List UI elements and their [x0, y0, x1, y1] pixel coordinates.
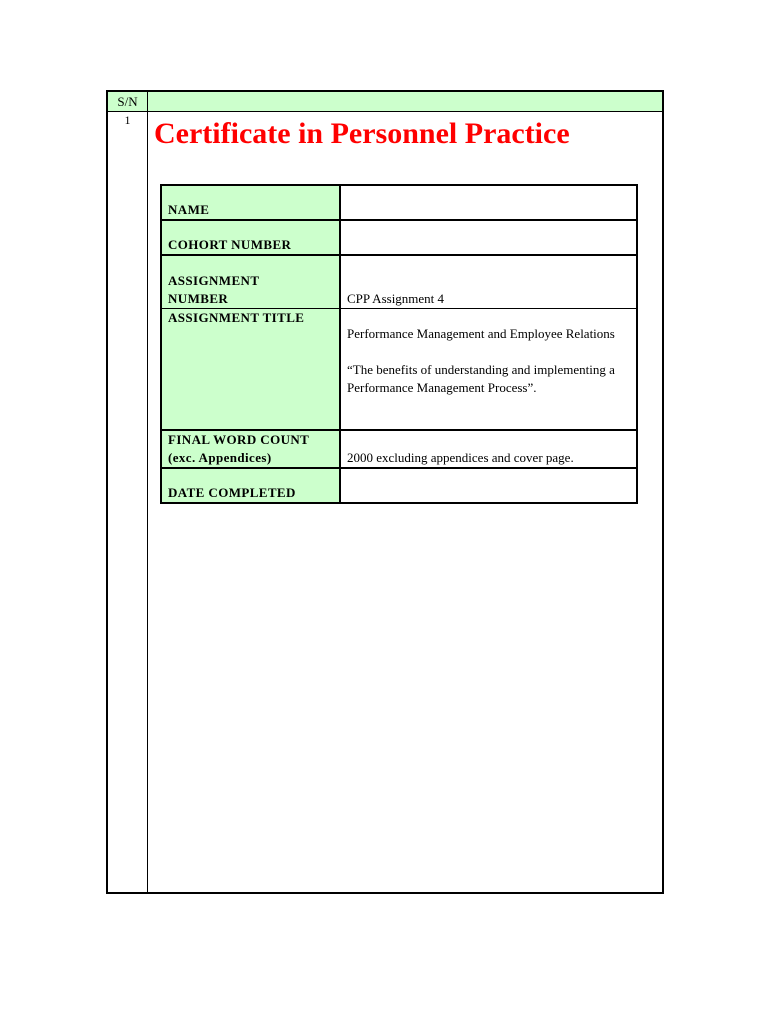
word-count-value[interactable]: 2000 excluding appendices and cover page.: [340, 430, 637, 468]
assignment-number-label-line-1: ASSIGNMENT: [168, 272, 260, 288]
sn-value: 1: [124, 113, 131, 127]
word-count-label-line-1: FINAL WORD COUNT: [168, 432, 310, 447]
table-row-name: [161, 185, 637, 220]
assignment-number-value[interactable]: CPP Assignment 4: [340, 255, 637, 308]
assignment-title-value[interactable]: [340, 308, 637, 430]
header-row: [108, 92, 662, 112]
table-row-word-count: [161, 430, 637, 468]
table-row-date: [161, 468, 637, 503]
word-count-label: [161, 430, 340, 468]
word-count-label-line-2: (exc. Appendices): [168, 450, 272, 465]
page-title: Certificate in Personnel Practice: [154, 117, 570, 150]
cohort-label: COHORT NUMBER: [161, 220, 340, 255]
sn-column-divider: [147, 92, 148, 892]
table-row-assignment-title: [161, 308, 637, 430]
sn-header: S/N: [117, 94, 138, 109]
assignment-number-label: [161, 255, 340, 308]
date-completed-value[interactable]: [340, 468, 637, 503]
name-label: NAME: [161, 185, 340, 220]
assignment-title-line-2: “The benefits of understanding and implementing a Performance Management Process”.: [347, 361, 615, 395]
assignment-number-label-line-2: NUMBER: [168, 290, 229, 306]
assignment-title-line-1: Performance Management and Employee Relations: [347, 325, 615, 341]
assignment-info-table: [160, 184, 638, 504]
date-completed-label: DATE COMPLETED: [161, 468, 340, 503]
table-row-assignment-number: [161, 255, 637, 308]
table-row-cohort: [161, 220, 637, 255]
cohort-value[interactable]: [340, 220, 637, 255]
assignment-title-label: ASSIGNMENT TITLE: [161, 308, 340, 430]
name-value[interactable]: [340, 185, 637, 220]
